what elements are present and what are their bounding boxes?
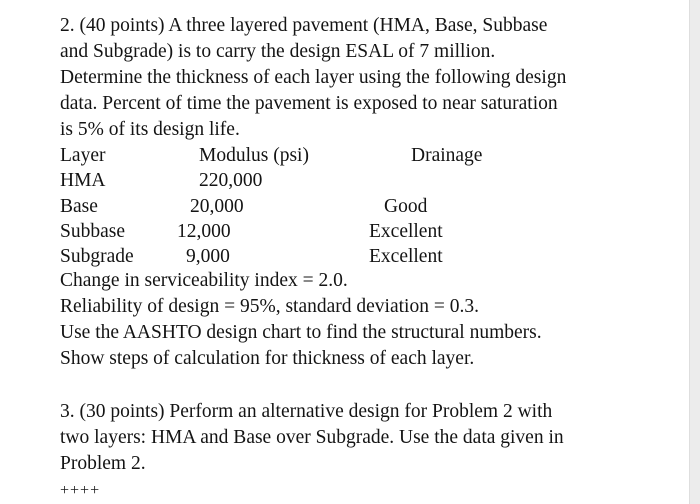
table-row-base-drainage: Good [384, 196, 428, 217]
table-header-drainage: Drainage [411, 145, 483, 166]
problem-2-line-3: Determine the thickness of each layer using the following design [60, 67, 567, 88]
table-row-subbase-layer: Subbase [60, 221, 125, 242]
problem-2-reliability: Reliability of design = 95%, standard deviation = 0.3. [60, 296, 479, 317]
problem-2-line-1: 2. (40 points) A three layered pavement (HMA, Base, Subbase [60, 15, 548, 36]
table-row-base-modulus: 20,000 [190, 196, 244, 217]
problem-2-steps-instruction: Show steps of calculation for thickness of each layer. [60, 348, 475, 369]
table-row-subbase-drainage: Excellent [369, 221, 443, 242]
problem-2-line-5: is 5% of its design life. [60, 119, 240, 140]
problem-3-line-1: 3. (30 points) Perform an alternative design for Problem 2 with [60, 401, 553, 422]
table-row-subbase-modulus: 12,000 [177, 221, 231, 242]
problem-2-aashto-instruction: Use the AASHTO design chart to find the structural numbers. [60, 322, 542, 343]
problem-3-line-2: two layers: HMA and Base over Subgrade. Use the data given in [60, 427, 564, 448]
footer-plus-marks: ++++ [60, 482, 101, 499]
table-header-modulus: Modulus (psi) [199, 145, 309, 166]
table-row-subgrade-layer: Subgrade [60, 246, 134, 267]
table-header-layer: Layer [60, 145, 106, 166]
problem-3-line-3: Problem 2. [60, 453, 146, 474]
table-row-base-layer: Base [60, 196, 98, 217]
table-row-subgrade-drainage: Excellent [369, 246, 443, 267]
scrollbar-track[interactable] [689, 0, 700, 504]
table-row-hma-modulus: 220,000 [199, 170, 263, 191]
table-row-hma-layer: HMA [60, 170, 106, 191]
problem-2-serviceability: Change in serviceability index = 2.0. [60, 270, 348, 291]
problem-2-line-4: data. Percent of time the pavement is exposed to near saturation [60, 93, 558, 114]
table-row-subgrade-modulus: 9,000 [186, 246, 230, 267]
problem-2-line-2: and Subgrade) is to carry the design ESAL of 7 million. [60, 41, 496, 62]
